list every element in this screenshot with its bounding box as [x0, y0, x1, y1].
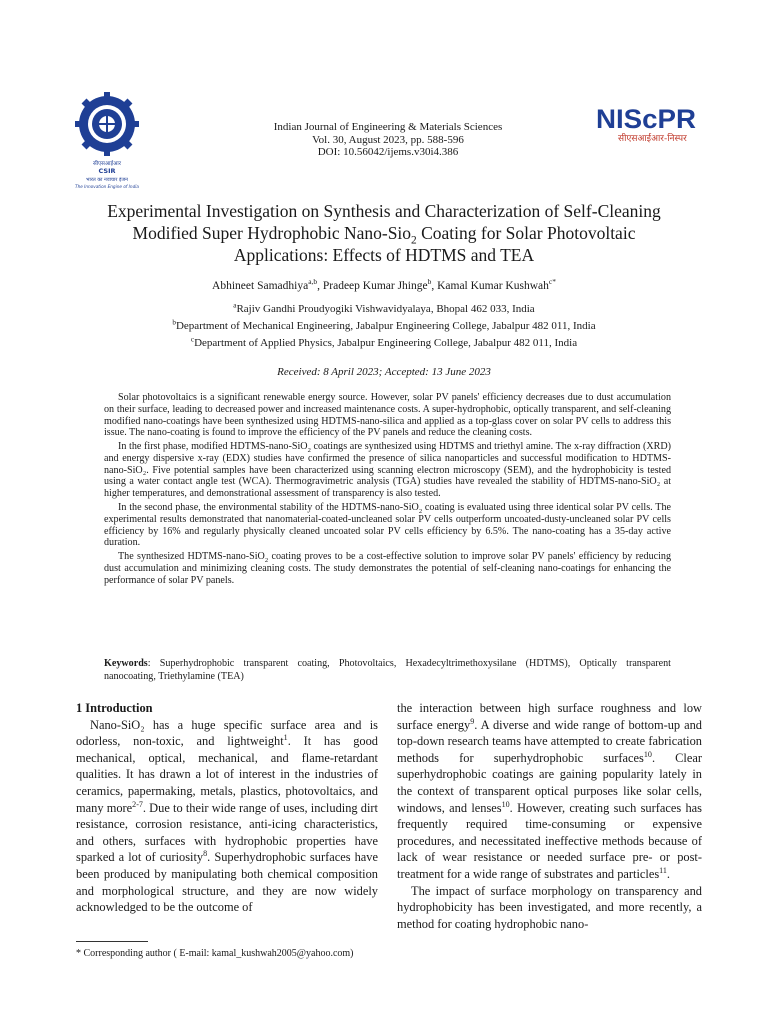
- nispr-hindi-text: सीएसआईआर-निस्पर: [618, 134, 687, 144]
- affiliation-b: $^b$Department of Mechanical Engineering, Jabalpur Engineering College, Jabalpur 482 011, India: [172, 318, 596, 332]
- footnote-divider: [76, 941, 148, 942]
- title-line-2: Modified Super Hydrophobic Nano-Sio$_2$ Coating for Solar Photovoltaic: [132, 223, 636, 247]
- keywords-label: Keywords: [104, 658, 148, 669]
- body-paragraph: Nano-SiO₂ has a huge specific surface area and is odorless, non-toxic, and lightweight$^1$. It has good mechanical, optical, mechanical, and flame-retardant qualities. It has drawn a lot of interest in the industries of ceramics, papermaking, metals, plastics, photovoltaics, and many more$^{2-7}$. Due to their wide range of uses, including dirt resistance, corrosion resistance, anti-icing characteristics, and others, surfaces with hydrophobic properties have sparked a lot of curiosity$^8$. Superhydrophobic surfaces have been produced by manipulating both chemical composition and morphological structure, and they are now widely acknowledged to be the outcome of: [76, 717, 378, 915]
- csir-text: CSIR: [98, 167, 116, 175]
- csir-hindi-text: सीएसआईआर: [92, 161, 122, 167]
- csir-tagline-hindi: भारत का नवाचार इंजन: [86, 177, 128, 183]
- journal-volume: Vol. 30, August 2023, pp. 588-596: [312, 133, 464, 146]
- corresponding-author-footnote: * Corresponding author ( E-mail: kamal_kushwah2005@yahoo.com): [76, 948, 354, 959]
- section-heading: 1 Introduction: [76, 701, 153, 715]
- keywords: [104, 657, 671, 683]
- body-column-left: [76, 700, 378, 916]
- affiliation-a: $^a$Rajiv Gandhi Proudyogiki Vishwavidyalaya, Bhopal 462 033, India: [233, 301, 535, 315]
- body-column-right: [397, 700, 702, 932]
- author: Pradeep Kumar Jhinge: [322, 280, 428, 292]
- author: Kamal Kumar Kushwah: [437, 280, 549, 292]
- abstract-paragraph: Solar photovoltaics is a significant renewable energy source. However, solar PV panels' efficiency decreases due to dust accumulation on their surface, leading to decreased power and increased maintenance costs. A super-hydrophobic, optically transparent, and self-cleaning modified nano-coatings have been synthesized using HDTMS-nano-silica and applied as a top-glass cover on solar PV cells to address this issue. The nano-coating is found to improve the efficiency of the PV panels and reduce the cleaning costs.: [104, 392, 671, 439]
- abstract-paragraph: In the first phase, modified HDTMS-nano-SiO$_2$ coatings are synthesized using HDTMS and triethyl amine. The x-ray diffraction (XRD) and energy dispersive x-ray (EDX) studies have confirmed the presence of silica nanoparticles and successful modification to HDTMS-nano-SiO₂. Five potential samples have been characterized using scanning electron microscopy (SEM), and the hydrophobicity is tested using a water contact angle test (WCA). Thermogravimetric analysis (TGA) studies have revealed the stability of HDTMS-nano-SiO₂ at higher temperatures, and demonstrational assessment of transparency is also tested.: [104, 441, 671, 500]
- abstract-paragraph: The synthesized HDTMS-nano-SiO$_2$ coating proves to be a cost-effective solution to improve solar PV panels' efficiency by reducing dust accumulation and minimizing cleaning costs. The study demonstrates the potential of self-cleaning nano-coatings for enhancing the performance of solar PV panels.: [104, 551, 671, 586]
- csir-tagline: The Innovation Engine of India: [75, 184, 139, 189]
- abstract: [104, 392, 671, 589]
- paper-title: [60, 200, 708, 266]
- abstract-paragraph: In the second phase, the environmental stability of the HDTMS-nano-SiO$_2$ coating is evaluated using three identical solar PV cells. The experimental results demonstrated that nanomaterial-coated-uncleaned solar PV cells outperform uncoated-dusty-uncleaned solar PV cells efficiency by 16% and regularly physically cleaned uncoated solar PV cells efficiency by 6.5%. The nano-coating has a 35-day active duration.: [104, 502, 672, 549]
- author: Abhineet Samadhiya: [212, 280, 309, 292]
- keywords-text: : Superhydrophobic transparent coating, Photovoltaics, Hexadecyltrimethoxysilane (HDTMS), Optically transparent nanocoating, Triethylamine (TEA): [104, 658, 671, 682]
- body-paragraph: the interaction between high surface roughness and low surface energy$^9$. A diverse and wide range of bottom-up and top-down research teams have attempted to create fabrication methods for superhydrophobic surfaces$^{10}$. Clear superhydrophobic coatings are gaining popularity lately in the context of transparent optical purposes like solar cells, windows, and lenses$^{10}$. However, creating such surfaces has frequently required time-consuming or expensive procedures, and necessitated ineffective methods because of lack of wear resistance or needed surface pre- or post-treatment for a wide range of substrates and particles$^{11}$.: [397, 701, 702, 881]
- title-line-1: Experimental Investigation on Synthesis and Characterization of Self-Cleaning: [107, 201, 661, 221]
- nispr-wordmark: NIScPR: [596, 104, 696, 134]
- journal-name: Indian Journal of Engineering & Materials Sciences: [273, 121, 503, 133]
- csir-logo: [66, 92, 148, 192]
- body-paragraph: The impact of surface morphology on transparency and hydrophobicity has been investigated, and more recently, a method for coating hydrophobic nano-: [397, 883, 702, 931]
- received-accepted-dates: Received: 8 April 2023; Accepted: 13 June 2023: [277, 366, 491, 378]
- journal-doi: DOI: 10.56042/ijems.v30i4.386: [317, 146, 459, 158]
- gear-emblem-icon: [75, 92, 139, 156]
- author-list: Abhineet Samadhiya$^{a,b}$, Pradeep Kumar Jhinge$^b$, Kamal Kumar Kushwah$^{c*}$: [212, 277, 556, 292]
- title-line-3: Applications: Effects of HDTMS and TEA: [233, 245, 535, 265]
- affiliation-c: $^c$Department of Applied Physics, Jabalpur Engineering College, Jabalpur 482 011, India: [190, 335, 578, 349]
- nispr-logo: [594, 98, 714, 144]
- journal-header: [200, 121, 576, 159]
